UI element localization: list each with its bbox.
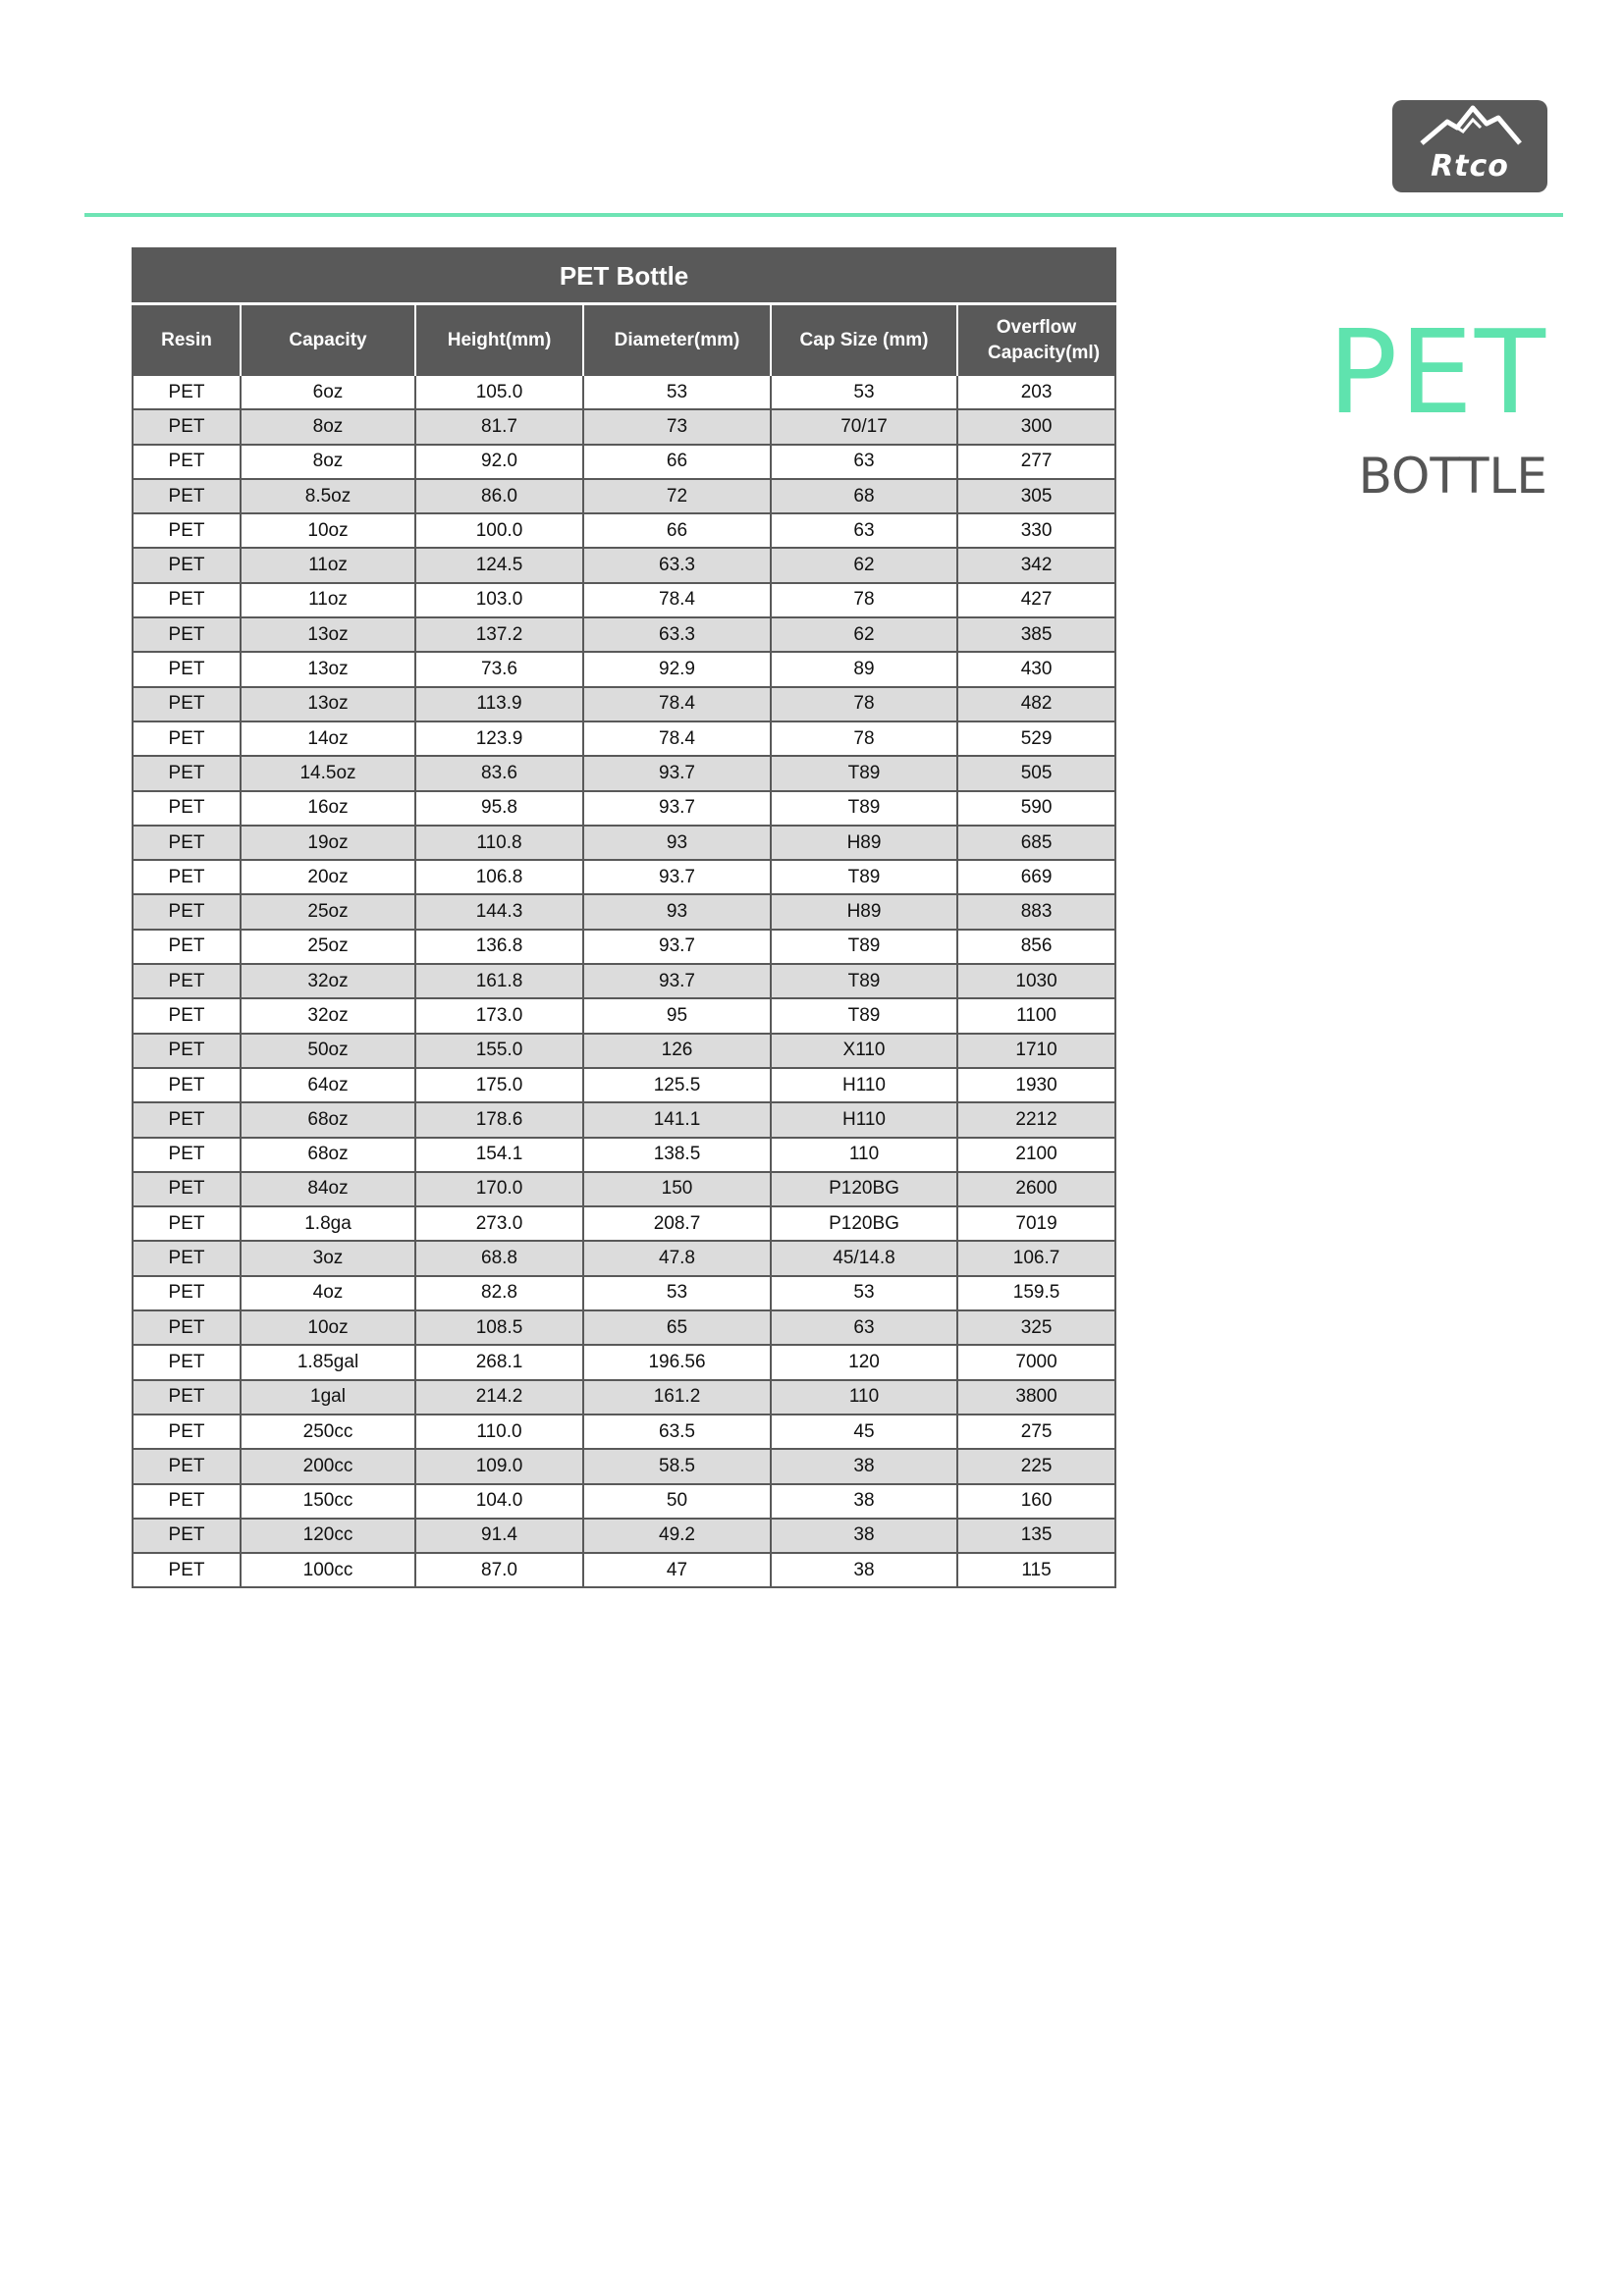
cell-overflow-capacity: 427	[957, 583, 1115, 617]
cell-cap-size: H89	[771, 826, 957, 860]
cell-height: 214.2	[415, 1380, 583, 1415]
cell-overflow-capacity: 7000	[957, 1345, 1115, 1379]
table-row	[133, 1484, 1115, 1519]
cell-cap-size: 62	[771, 548, 957, 582]
cell-resin: PET	[133, 1345, 241, 1379]
cell-resin: PET	[133, 1034, 241, 1068]
cell-height: 92.0	[415, 445, 583, 479]
table-row	[133, 1553, 1115, 1587]
cell-overflow-capacity: 430	[957, 652, 1115, 686]
cell-diameter: 47	[583, 1553, 771, 1587]
cell-capacity: 13oz	[241, 652, 415, 686]
cell-cap-size: 45	[771, 1415, 957, 1449]
cell-height: 104.0	[415, 1484, 583, 1519]
cell-height: 123.9	[415, 721, 583, 756]
cell-overflow-capacity: 2600	[957, 1172, 1115, 1206]
cell-height: 170.0	[415, 1172, 583, 1206]
cell-diameter: 63.5	[583, 1415, 771, 1449]
cell-capacity: 16oz	[241, 791, 415, 826]
cell-height: 105.0	[415, 376, 583, 409]
cell-overflow-capacity: 505	[957, 756, 1115, 790]
cell-diameter: 65	[583, 1310, 771, 1345]
cell-resin: PET	[133, 1102, 241, 1137]
cell-capacity: 64oz	[241, 1068, 415, 1102]
cell-capacity: 13oz	[241, 687, 415, 721]
cell-height: 273.0	[415, 1206, 583, 1241]
cell-resin: PET	[133, 756, 241, 790]
cell-diameter: 50	[583, 1484, 771, 1519]
cell-resin: PET	[133, 1276, 241, 1310]
cell-height: 106.8	[415, 860, 583, 894]
cell-overflow-capacity: 300	[957, 409, 1115, 444]
table-row	[133, 721, 1115, 756]
cell-diameter: 78.4	[583, 583, 771, 617]
cell-resin: PET	[133, 1068, 241, 1102]
cell-resin: PET	[133, 479, 241, 513]
cell-resin: PET	[133, 376, 241, 409]
cell-overflow-capacity: 305	[957, 479, 1115, 513]
cell-overflow-capacity: 856	[957, 930, 1115, 964]
cell-height: 73.6	[415, 652, 583, 686]
cell-capacity: 32oz	[241, 998, 415, 1033]
cell-resin: PET	[133, 1484, 241, 1519]
table-row	[133, 1172, 1115, 1206]
column-header-cap-size: Cap Size (mm)	[771, 304, 957, 377]
cell-overflow-capacity: 482	[957, 687, 1115, 721]
cell-height: 124.5	[415, 548, 583, 582]
cell-overflow-capacity: 342	[957, 548, 1115, 582]
cell-capacity: 3oz	[241, 1241, 415, 1275]
cell-overflow-capacity: 115	[957, 1553, 1115, 1587]
table-row	[133, 1415, 1115, 1449]
cell-resin: PET	[133, 1172, 241, 1206]
cell-resin: PET	[133, 652, 241, 686]
table-row	[133, 826, 1115, 860]
table-row	[133, 930, 1115, 964]
cell-cap-size: 62	[771, 617, 957, 652]
table-title: PET Bottle	[133, 248, 1115, 304]
cell-capacity: 4oz	[241, 1276, 415, 1310]
cell-diameter: 49.2	[583, 1519, 771, 1553]
cell-diameter: 95	[583, 998, 771, 1033]
cell-resin: PET	[133, 513, 241, 548]
cell-cap-size: 53	[771, 1276, 957, 1310]
table-row	[133, 513, 1115, 548]
cell-height: 91.4	[415, 1519, 583, 1553]
cell-cap-size: 68	[771, 479, 957, 513]
cell-resin: PET	[133, 548, 241, 582]
cell-resin: PET	[133, 964, 241, 998]
cell-height: 161.8	[415, 964, 583, 998]
cell-diameter: 93.7	[583, 964, 771, 998]
cell-capacity: 1.85gal	[241, 1345, 415, 1379]
table-row	[133, 1449, 1115, 1483]
cell-resin: PET	[133, 860, 241, 894]
cell-height: 173.0	[415, 998, 583, 1033]
cell-height: 154.1	[415, 1138, 583, 1172]
table-row	[133, 1206, 1115, 1241]
cell-diameter: 92.9	[583, 652, 771, 686]
cell-diameter: 78.4	[583, 687, 771, 721]
cell-resin: PET	[133, 1415, 241, 1449]
cell-diameter: 126	[583, 1034, 771, 1068]
cell-diameter: 138.5	[583, 1138, 771, 1172]
table-row	[133, 791, 1115, 826]
table-row	[133, 1310, 1115, 1345]
table-row	[133, 1380, 1115, 1415]
cell-capacity: 20oz	[241, 860, 415, 894]
cell-overflow-capacity: 385	[957, 617, 1115, 652]
cell-resin: PET	[133, 998, 241, 1033]
brand-logo	[1392, 100, 1547, 192]
cell-height: 137.2	[415, 617, 583, 652]
cell-cap-size: 89	[771, 652, 957, 686]
cell-capacity: 150cc	[241, 1484, 415, 1519]
cell-cap-size: T89	[771, 860, 957, 894]
cell-overflow-capacity: 330	[957, 513, 1115, 548]
cell-cap-size: T89	[771, 791, 957, 826]
cell-diameter: 161.2	[583, 1380, 771, 1415]
cell-resin: PET	[133, 1519, 241, 1553]
table-row	[133, 652, 1115, 686]
cell-cap-size: 78	[771, 721, 957, 756]
table-row	[133, 1068, 1115, 1102]
cell-capacity: 25oz	[241, 930, 415, 964]
cell-height: 103.0	[415, 583, 583, 617]
cell-resin: PET	[133, 409, 241, 444]
cell-height: 68.8	[415, 1241, 583, 1275]
cell-cap-size: H110	[771, 1102, 957, 1137]
cell-cap-size: 110	[771, 1380, 957, 1415]
cell-diameter: 93	[583, 826, 771, 860]
cell-diameter: 93.7	[583, 860, 771, 894]
cell-capacity: 32oz	[241, 964, 415, 998]
cell-diameter: 63.3	[583, 617, 771, 652]
cell-cap-size: 38	[771, 1449, 957, 1483]
table-row	[133, 964, 1115, 998]
cell-cap-size: 38	[771, 1519, 957, 1553]
cell-height: 136.8	[415, 930, 583, 964]
table-row	[133, 1241, 1115, 1275]
cell-diameter: 72	[583, 479, 771, 513]
cell-diameter: 58.5	[583, 1449, 771, 1483]
cell-capacity: 8oz	[241, 445, 415, 479]
cell-resin: PET	[133, 687, 241, 721]
cell-diameter: 66	[583, 445, 771, 479]
table-row	[133, 1138, 1115, 1172]
cell-overflow-capacity: 106.7	[957, 1241, 1115, 1275]
cell-resin: PET	[133, 445, 241, 479]
cell-cap-size: H110	[771, 1068, 957, 1102]
cell-cap-size: 45/14.8	[771, 1241, 957, 1275]
cell-capacity: 68oz	[241, 1102, 415, 1137]
cell-height: 113.9	[415, 687, 583, 721]
cell-capacity: 8.5oz	[241, 479, 415, 513]
cell-cap-size: T89	[771, 998, 957, 1033]
table-row	[133, 445, 1115, 479]
cell-overflow-capacity: 225	[957, 1449, 1115, 1483]
cell-resin: PET	[133, 930, 241, 964]
cell-capacity: 68oz	[241, 1138, 415, 1172]
cell-diameter: 53	[583, 1276, 771, 1310]
table-row	[133, 860, 1115, 894]
cell-height: 81.7	[415, 409, 583, 444]
cell-resin: PET	[133, 1206, 241, 1241]
cell-overflow-capacity: 669	[957, 860, 1115, 894]
table-row	[133, 756, 1115, 790]
cell-overflow-capacity: 2100	[957, 1138, 1115, 1172]
column-header-capacity: Capacity	[241, 304, 415, 377]
column-header-overflow-capacity: Overflow Capacity(ml)	[957, 304, 1115, 377]
cell-resin: PET	[133, 583, 241, 617]
cell-overflow-capacity: 590	[957, 791, 1115, 826]
cell-capacity: 200cc	[241, 1449, 415, 1483]
cell-overflow-capacity: 1030	[957, 964, 1115, 998]
cell-cap-size: 120	[771, 1345, 957, 1379]
table-row	[133, 1276, 1115, 1310]
cell-height: 178.6	[415, 1102, 583, 1137]
cell-height: 83.6	[415, 756, 583, 790]
table-row	[133, 548, 1115, 582]
cell-diameter: 66	[583, 513, 771, 548]
cell-resin: PET	[133, 1310, 241, 1345]
cell-capacity: 13oz	[241, 617, 415, 652]
cell-diameter: 141.1	[583, 1102, 771, 1137]
cell-capacity: 1gal	[241, 1380, 415, 1415]
cell-cap-size: T89	[771, 930, 957, 964]
page-title: PET	[1327, 304, 1547, 440]
cell-diameter: 53	[583, 376, 771, 409]
cell-overflow-capacity: 277	[957, 445, 1115, 479]
column-header-height: Height(mm)	[415, 304, 583, 377]
cell-capacity: 14.5oz	[241, 756, 415, 790]
cell-diameter: 93.7	[583, 791, 771, 826]
cell-height: 100.0	[415, 513, 583, 548]
table-row	[133, 998, 1115, 1033]
column-header-diameter: Diameter(mm)	[583, 304, 771, 377]
cell-capacity: 11oz	[241, 548, 415, 582]
cell-overflow-capacity: 2212	[957, 1102, 1115, 1137]
cell-height: 110.0	[415, 1415, 583, 1449]
cell-resin: PET	[133, 1449, 241, 1483]
cell-cap-size: 53	[771, 376, 957, 409]
cell-height: 268.1	[415, 1345, 583, 1379]
cell-resin: PET	[133, 1241, 241, 1275]
cell-capacity: 11oz	[241, 583, 415, 617]
cell-overflow-capacity: 159.5	[957, 1276, 1115, 1310]
cell-capacity: 25oz	[241, 894, 415, 929]
cell-overflow-capacity: 325	[957, 1310, 1115, 1345]
cell-cap-size: 63	[771, 513, 957, 548]
column-header-resin: Resin	[133, 304, 241, 377]
cell-overflow-capacity: 203	[957, 376, 1115, 409]
table-row	[133, 1345, 1115, 1379]
cell-height: 175.0	[415, 1068, 583, 1102]
cell-overflow-capacity: 1930	[957, 1068, 1115, 1102]
cell-diameter: 93.7	[583, 930, 771, 964]
logo-text: Rtco	[1431, 149, 1509, 184]
cell-cap-size: 63	[771, 1310, 957, 1345]
cell-capacity: 14oz	[241, 721, 415, 756]
table-row	[133, 1519, 1115, 1553]
cell-capacity: 50oz	[241, 1034, 415, 1068]
table-row	[133, 687, 1115, 721]
cell-resin: PET	[133, 617, 241, 652]
cell-diameter: 208.7	[583, 1206, 771, 1241]
cell-diameter: 150	[583, 1172, 771, 1206]
table-row	[133, 376, 1115, 409]
cell-height: 110.8	[415, 826, 583, 860]
table-row	[133, 479, 1115, 513]
cell-height: 86.0	[415, 479, 583, 513]
cell-overflow-capacity: 275	[957, 1415, 1115, 1449]
cell-capacity: 10oz	[241, 513, 415, 548]
cell-resin: PET	[133, 721, 241, 756]
cell-overflow-capacity: 685	[957, 826, 1115, 860]
cell-diameter: 93	[583, 894, 771, 929]
cell-capacity: 84oz	[241, 1172, 415, 1206]
cell-overflow-capacity: 1100	[957, 998, 1115, 1033]
cell-resin: PET	[133, 1138, 241, 1172]
cell-cap-size: T89	[771, 964, 957, 998]
cell-diameter: 125.5	[583, 1068, 771, 1102]
cell-overflow-capacity: 529	[957, 721, 1115, 756]
cell-height: 109.0	[415, 1449, 583, 1483]
cell-cap-size: P120BG	[771, 1172, 957, 1206]
cell-cap-size: P120BG	[771, 1206, 957, 1241]
cell-height: 108.5	[415, 1310, 583, 1345]
cell-cap-size: 38	[771, 1553, 957, 1587]
table-row	[133, 409, 1115, 444]
header-divider	[84, 213, 1563, 217]
cell-resin: PET	[133, 1553, 241, 1587]
cell-capacity: 6oz	[241, 376, 415, 409]
cell-diameter: 47.8	[583, 1241, 771, 1275]
page-subtitle: BOTTLE	[1358, 448, 1547, 505]
cell-cap-size: 78	[771, 687, 957, 721]
cell-cap-size: 78	[771, 583, 957, 617]
cell-capacity: 1.8ga	[241, 1206, 415, 1241]
cell-resin: PET	[133, 1380, 241, 1415]
cell-overflow-capacity: 7019	[957, 1206, 1115, 1241]
cell-overflow-capacity: 135	[957, 1519, 1115, 1553]
table-row	[133, 1102, 1115, 1137]
cell-resin: PET	[133, 826, 241, 860]
cell-height: 155.0	[415, 1034, 583, 1068]
cell-resin: PET	[133, 791, 241, 826]
cell-cap-size: X110	[771, 1034, 957, 1068]
cell-capacity: 100cc	[241, 1553, 415, 1587]
cell-cap-size: 110	[771, 1138, 957, 1172]
cell-capacity: 250cc	[241, 1415, 415, 1449]
table-row	[133, 583, 1115, 617]
spec-table-container	[132, 247, 1114, 1588]
cell-cap-size: T89	[771, 756, 957, 790]
cell-overflow-capacity: 160	[957, 1484, 1115, 1519]
cell-overflow-capacity: 1710	[957, 1034, 1115, 1068]
cell-overflow-capacity: 3800	[957, 1380, 1115, 1415]
cell-capacity: 19oz	[241, 826, 415, 860]
cell-capacity: 10oz	[241, 1310, 415, 1345]
cell-overflow-capacity: 883	[957, 894, 1115, 929]
cell-diameter: 93.7	[583, 756, 771, 790]
table-row	[133, 617, 1115, 652]
cell-capacity: 8oz	[241, 409, 415, 444]
cell-height: 82.8	[415, 1276, 583, 1310]
cell-resin: PET	[133, 894, 241, 929]
spec-table	[132, 247, 1116, 1588]
cell-cap-size: 70/17	[771, 409, 957, 444]
table-row	[133, 1034, 1115, 1068]
cell-height: 95.8	[415, 791, 583, 826]
cell-diameter: 63.3	[583, 548, 771, 582]
cell-height: 144.3	[415, 894, 583, 929]
cell-height: 87.0	[415, 1553, 583, 1587]
cell-cap-size: 63	[771, 445, 957, 479]
cell-cap-size: H89	[771, 894, 957, 929]
cell-diameter: 73	[583, 409, 771, 444]
cell-diameter: 78.4	[583, 721, 771, 756]
cell-diameter: 196.56	[583, 1345, 771, 1379]
cell-capacity: 120cc	[241, 1519, 415, 1553]
cell-cap-size: 38	[771, 1484, 957, 1519]
table-row	[133, 894, 1115, 929]
